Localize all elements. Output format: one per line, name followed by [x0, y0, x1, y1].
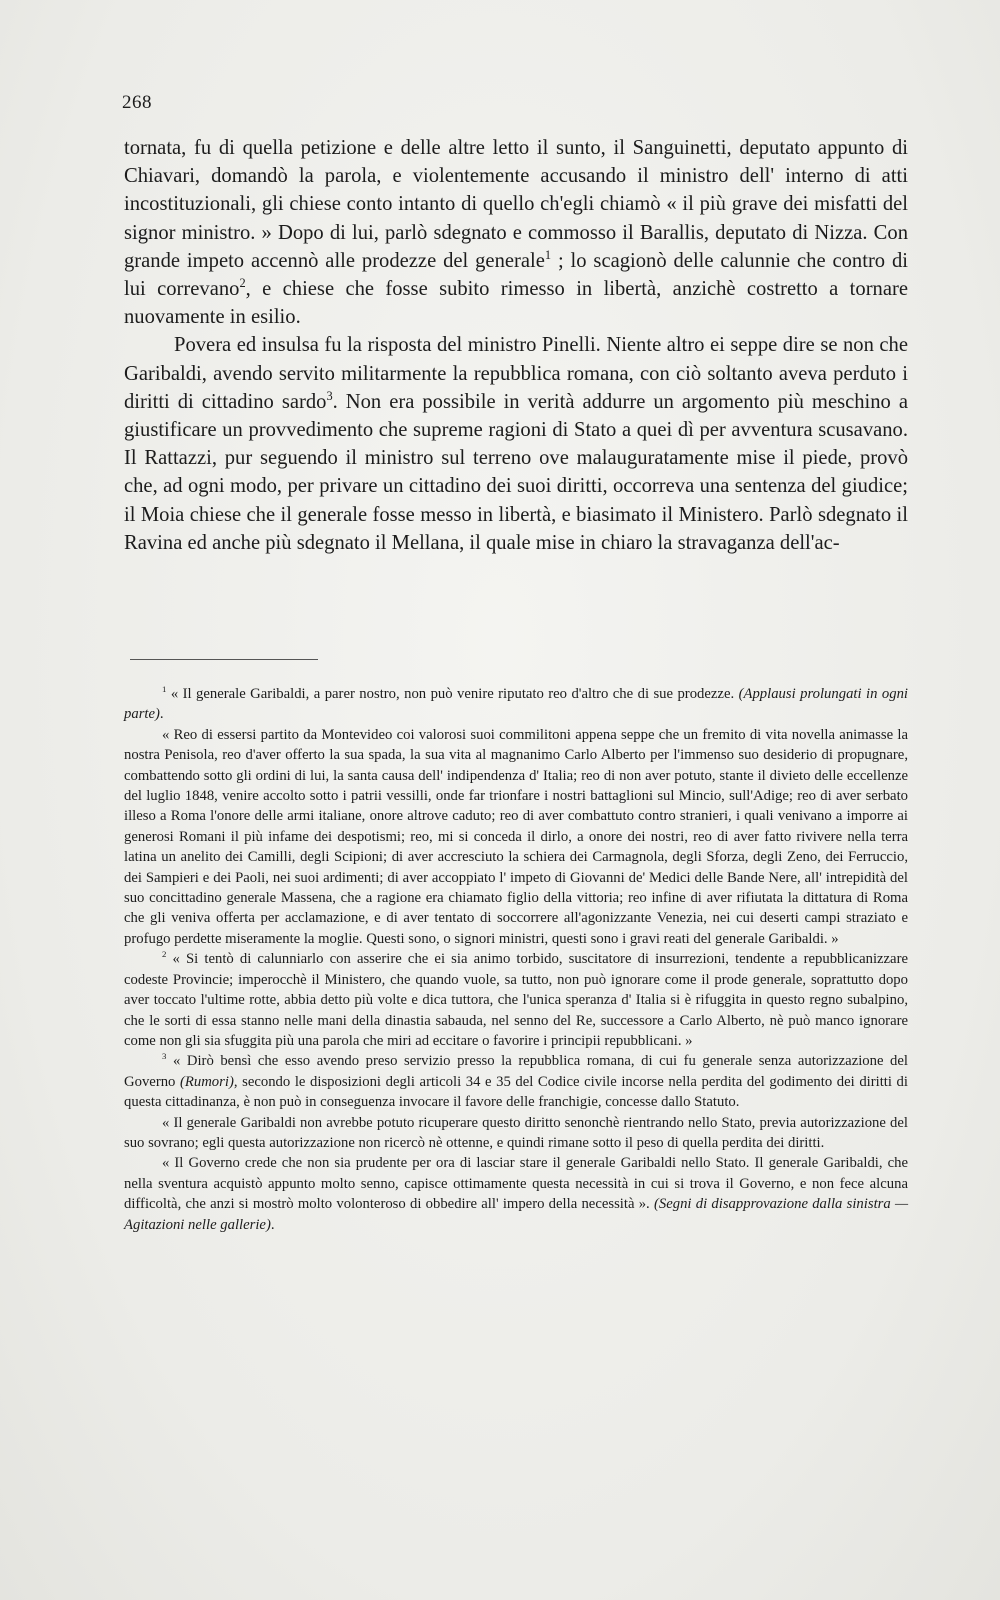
text-run: « Dirò bensì che esso avendo preso servizio presso la repubblica romana, di cui fu generale senza autorizzazione del Governo	[124, 1053, 908, 1090]
text-run: , e chiese che fosse subito rimesso in libertà, anzichè costretto a tornare nuovamente in esilio.	[124, 278, 908, 329]
text-run: Povera ed insulsa fu la risposta del ministro Pinelli. Niente altro ei seppe dire se non che Garibaldi, avendo servito militarmente la repubblica romana, con ciò soltanto aveva perduto i diritti di cittadino sardo	[124, 334, 908, 413]
footnote-marker: 3	[162, 1051, 167, 1062]
footnote-paragraph	[124, 1153, 908, 1235]
footnote-paragraph	[124, 1113, 908, 1154]
stage-direction: (Segni di disapprovazione dalla sinistra — Agitazioni nelle gallerie)	[124, 1196, 909, 1233]
text-run: ; lo scagionò delle calunnie che contro di lui correvano	[124, 249, 908, 301]
footnote-separator	[130, 659, 318, 660]
stage-direction: (Rumori)	[179, 1073, 234, 1090]
text-run: « Reo di essersi partito da Montevideo coi valorosi suoi commilitoni appena seppe che un fremito di vita novella animasse la nostra Penisola, reo d'aver offerto la sua spada, la sua vita al magnanimo Carlo Alberto per l'immenso suo desiderio di propugnare, combattendo sotto gli ordini di lui, la santa causa dell' indipendenza d' Italia; reo di non aver potuto, stante il divieto delle eccellenze del luglio 1848, venire accolto sotto i patrii vessilli, onde far trionfare i nostri battaglioni sul Mincio, sull'Adige; reo di aver serbato illeso a Roma l'onore delle armi italiane, onore altrove caduto; reo di aver combattuto contro stranieri, i quali venivano a imporre ai generosi Romani il più infame dei despotismi; reo, mi si conceda il dirlo, a onore dei nostri, reo di aver fatto rivivere nella terra latina un anelito dei Camilli, degli Scipioni; di aver accresciuto la schiera dei Carmagnola, degli Sforza, degli Zeno, dei Ferruccio, dei Sampieri e dei Paoli, nei suoi ardimenti; di aver accoppiato l' impeto di Giovanni de' Medici delle Bande Nere, all' intrepidità del suo concittadino generale Massena, che a ragione era chiamato figlio della vittoria; reo infine di aver rifiutata la dittatura di Roma che gli veniva offerta per acclamazione, e di aver tentato di soccorrere all'agonizzante Venezia, nei cui deserti campi straziato e profugo perdette miseramente la moglie. Questi sono, o signori ministri, questi sono i gravi reati del generale Garibaldi. »	[124, 726, 908, 947]
text-run: « Si tentò di calunniarlo con asserire che ei sia animo torbido, suscitatore di insurrezioni, tendente a repubblicanizzare codeste Provincie; imperocchè il Ministero, che quando vuole, sa tutto, non può ignorare come il prode generale, soprattutto dopo aver toccato l'ultime rotte, abbia detto più volte e dica tuttora, che l'unica speranza d' Italia si è rifuggita in questo regno subalpino, che le sorti di essa stanno nelle mani della dinastia sabauda, nel senno del Re, successore a Carlo Alberto, nè può manco ignorare come non gli sia sfuggita più una parola che miri ad eccitare o favorire i principii repubblicani. »	[124, 951, 908, 1049]
footnotes	[124, 684, 908, 1235]
text-run: « Il generale Garibaldi non avrebbe potuto ricuperare questo diritto senonchè rientrando nello Stato, previa autorizzazione del suo sovrano; egli questa autorizzazione non ricercò nè ottenne, e quindi rimane sotto il peso di quella perdita dei diritti.	[124, 1114, 908, 1151]
page-number: 268	[122, 92, 152, 113]
footnote-marker: 1	[162, 684, 167, 695]
text-run: , secondo le disposizioni degli articoli 34 e 35 del Codice civile incorse nella perdita del godimento dei diritti di questa cittadinanza, è non può in conseguenza invocare il favore delle franchigie, concesse dallo Statuto.	[124, 1073, 908, 1111]
footnote-marker: 3	[326, 388, 333, 403]
main-text	[124, 134, 908, 557]
text-run: .	[270, 1216, 275, 1233]
footnote-paragraph	[124, 1051, 908, 1112]
footnote-paragraph	[124, 684, 908, 725]
footnote-marker: 1	[544, 247, 552, 262]
stage-direction: (Applausi prolungati in ogni parte)	[124, 686, 908, 723]
text-run: « Il Governo crede che non sia prudente per ora di lasciar stare il generale Garibaldi nello Stato. Il generale Garibaldi, che nella sventura acquistò appunto molto senno, capisce ottimamente questa necessità in cui si trova il Governo, e non fece alcuna difficoltà, che anzi si mostrò molto volonteroso di obbedire all' impero della necessità ».	[124, 1155, 908, 1213]
footnote-marker: 2	[162, 949, 167, 960]
text-run: « Il generale Garibaldi, a parer nostro, non può venire riputato reo d'altro che di sue prodezze.	[166, 686, 739, 702]
body-paragraph	[124, 331, 908, 557]
footnote-marker: 2	[239, 276, 246, 291]
footnote-paragraph	[124, 725, 908, 949]
text-run: .	[159, 706, 164, 723]
text-run: tornata, fu di quella petizione e delle altre letto il sunto, il Sanguinetti, deputato appunto di Chiavari, domandò la parola, e violentemente accusando il ministro dell' interno di atti incostituzionali, gli chiese conto intanto di quello ch'egli chiamò « il più grave dei misfatti del signor ministro. » Dopo di lui, parlò sdegnato e commosso il Barallis, deputato di Nizza. Con grande impeto accennò alle prodezze del generale	[124, 137, 908, 272]
footnote-paragraph	[124, 949, 908, 1051]
body-paragraph	[124, 134, 908, 331]
text-run: . Non era possibile in verità addurre un argomento più meschino a giustificare un provvedimento che supreme ragioni di Stato a quei dì per avventura scusavano. Il Rattazzi, pur seguendo il ministro sul terreno ove malauguratamente mise il piede, provò che, ad ogni modo, per privare un cittadino dei suoi diritti, occorreva una sentenza del giudice; il Moia chiese che il generale fosse messo in libertà, e biasimato il Ministero. Parlò sdegnato il Ravina ed anche più sdegnato il Mellana, il quale mise in chiaro la stravaganza dell'ac-	[124, 390, 908, 554]
